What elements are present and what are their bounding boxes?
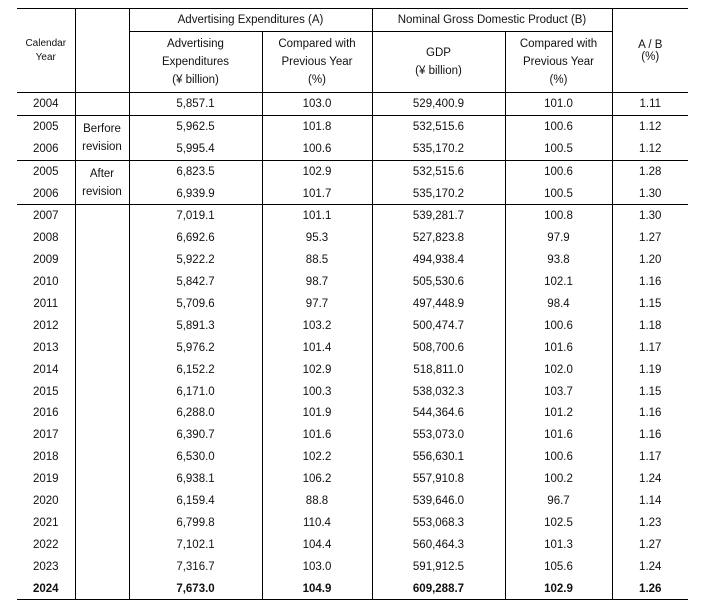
ratio-cell: 1.14 — [612, 490, 688, 512]
gdp-compare-cell: 101.3 — [505, 534, 612, 556]
year-cell: 2023 — [32, 560, 59, 573]
ad-compare-cell: 88.8 — [262, 490, 372, 512]
ad-compare-cell: 103.2 — [262, 315, 372, 337]
ad-expenditure-header-line2: Expenditures — [161, 56, 230, 68]
revision-note-after-line1: After — [89, 167, 115, 180]
gdp-cell: 505,530.6 — [372, 271, 505, 293]
ad-compare-cell: 88.5 — [262, 249, 372, 271]
ad-compare-header-line1: Compared with — [278, 38, 356, 50]
revision-note-after-line2: revision — [82, 185, 122, 198]
ad-expenditure-cell: 5,962.5 — [129, 115, 262, 137]
ad-expenditure-cell: 6,799.8 — [129, 512, 262, 534]
year-cell: 2013 — [32, 341, 59, 354]
gdp-cell: 532,515.6 — [372, 160, 505, 182]
gdp-cell: 532,515.6 — [372, 115, 505, 137]
ratio-cell: 1.20 — [612, 249, 688, 271]
ad-compare-cell: 102.2 — [262, 446, 372, 468]
gdp-header — [372, 32, 505, 93]
ad-expenditure-header-line3: (¥ billion) — [172, 74, 219, 86]
year-cell: 2008 — [32, 232, 59, 245]
table-row — [17, 93, 688, 116]
ad-expenditure-cell: 6,823.5 — [129, 160, 262, 182]
gdp-compare-cell: 100.6 — [505, 115, 612, 137]
ad-expenditure-cell: 6,288.0 — [129, 402, 262, 424]
gdp-cell: 497,448.9 — [372, 293, 505, 315]
year-cell: 2022 — [32, 538, 59, 551]
year-cell: 2014 — [32, 363, 59, 376]
year-cell: 2015 — [32, 385, 59, 398]
gdp-compare-header-line3: (%) — [549, 74, 568, 86]
ratio-cell: 1.16 — [612, 402, 688, 424]
ad-compare-cell: 102.9 — [262, 160, 372, 182]
revision-note-after — [75, 160, 129, 205]
gdp-compare-cell: 100.6 — [505, 446, 612, 468]
ad-compare-cell: 101.1 — [262, 205, 372, 227]
calendar-year-header-line1: Calendar — [25, 37, 67, 49]
gdp-header-line1: GDP — [426, 47, 451, 59]
gdp-cell: 553,068.3 — [372, 512, 505, 534]
ratio-cell: 1.30 — [612, 205, 688, 227]
gdp-cell: 553,073.0 — [372, 424, 505, 446]
ad-expenditure-cell: 6,159.4 — [129, 490, 262, 512]
ad-expenditure-cell: 6,171.0 — [129, 381, 262, 403]
ad-expenditure-cell: 5,857.1 — [129, 93, 262, 116]
table-row — [17, 115, 688, 137]
year-cell: 2018 — [32, 451, 59, 464]
gdp-cell: 556,630.1 — [372, 446, 505, 468]
ad-expenditure-cell: 5,922.2 — [129, 249, 262, 271]
ratio-cell: 1.30 — [612, 183, 688, 205]
gdp-compare-cell: 100.6 — [505, 160, 612, 182]
gdp-compare-cell: 100.5 — [505, 183, 612, 205]
gdp-compare-cell: 98.4 — [505, 293, 612, 315]
table-wrapper — [17, 8, 688, 600]
ad-compare-header-line3: (%) — [308, 74, 326, 86]
gdp-cell: 539,646.0 — [372, 490, 505, 512]
gdp-group-header: Nominal Gross Domestic Product (B) — [372, 9, 612, 32]
year-cell: 2020 — [32, 494, 59, 507]
year-cell: 2024 — [17, 578, 75, 600]
gdp-compare-cell: 96.7 — [505, 490, 612, 512]
gdp-cell: 508,700.6 — [372, 337, 505, 359]
year-cell: 2019 — [32, 473, 59, 486]
gdp-compare-cell: 102.1 — [505, 271, 612, 293]
ratio-cell: 1.17 — [612, 337, 688, 359]
gdp-cell: 529,400.9 — [372, 93, 505, 116]
gdp-cell: 494,938.4 — [372, 249, 505, 271]
ad-compare-cell: 106.2 — [262, 468, 372, 490]
calendar-year-header — [17, 9, 75, 93]
ratio-cell: 1.19 — [612, 359, 688, 381]
year-cell: 2011 — [33, 297, 59, 310]
gdp-compare-cell: 102.0 — [505, 359, 612, 381]
gdp-compare-cell: 100.8 — [505, 205, 612, 227]
gdp-cell: 609,288.7 — [372, 578, 505, 600]
ratio-cell: 1.11 — [612, 93, 688, 116]
ad-compare-cell: 101.4 — [262, 337, 372, 359]
gdp-cell: 538,032.3 — [372, 381, 505, 403]
ad-expenditure-cell: 7,019.1 — [129, 205, 262, 227]
ad-expenditure-cell: 5,842.7 — [129, 271, 262, 293]
year-cell: 2012 — [32, 319, 59, 332]
gdp-compare-cell: 103.7 — [505, 381, 612, 403]
gdp-compare-header-line2: Previous Year — [523, 56, 594, 68]
gdp-cell: 527,823.8 — [372, 227, 505, 249]
ad-expenditure-cell: 6,390.7 — [129, 424, 262, 446]
gdp-compare-cell: 101.6 — [505, 337, 612, 359]
ad-compare-header-line2: Previous Year — [281, 56, 353, 68]
ad-expenditure-cell: 6,530.0 — [129, 446, 262, 468]
year-cell: 2005 — [17, 115, 75, 137]
table-row — [17, 160, 688, 182]
table-row — [17, 205, 688, 227]
ad-compare-cell: 104.9 — [262, 578, 372, 600]
ad-expenditure-cell: 7,673.0 — [129, 578, 262, 600]
ad-compare-cell: 103.0 — [262, 556, 372, 578]
gdp-cell: 560,464.3 — [372, 534, 505, 556]
ad-compare-cell: 102.9 — [262, 359, 372, 381]
gdp-cell: 500,474.7 — [372, 315, 505, 337]
gdp-cell: 591,912.5 — [372, 556, 505, 578]
advertising-group-header: Advertising Expenditures (A) — [129, 9, 372, 32]
ratio-header — [612, 9, 688, 93]
ad-expenditure-cell: 5,976.2 — [129, 337, 262, 359]
gdp-compare-cell: 101.2 — [505, 402, 612, 424]
ratio-cell: 1.15 — [612, 381, 688, 403]
gdp-compare-cell: 102.9 — [505, 578, 612, 600]
ad-expenditure-cell: 6,938.1 — [129, 468, 262, 490]
revision-header — [75, 9, 129, 93]
gdp-compare-cell: 101.0 — [505, 93, 612, 116]
calendar-year-header-line2: Year — [35, 51, 56, 63]
gdp-cell: 539,281.7 — [372, 205, 505, 227]
year-cell: 2010 — [32, 276, 59, 289]
ratio-cell: 1.24 — [612, 556, 688, 578]
gdp-compare-cell: 97.9 — [505, 227, 612, 249]
ratio-cell: 1.27 — [612, 227, 688, 249]
gdp-compare-cell: 100.5 — [505, 138, 612, 160]
gdp-cell: 557,910.8 — [372, 468, 505, 490]
ad-expenditure-cell: 6,692.6 — [129, 227, 262, 249]
ratio-header-line2: (%) — [641, 50, 660, 63]
gdp-compare-cell: 93.8 — [505, 249, 612, 271]
ad-expenditure-cell: 5,709.6 — [129, 293, 262, 315]
revision-note-before-line2: revision — [82, 140, 122, 153]
ad-compare-cell: 101.7 — [262, 183, 372, 205]
year-cell: 2016 — [32, 407, 59, 420]
advertising-gdp-table — [17, 8, 688, 600]
revision-note-before — [75, 115, 129, 160]
year-cell: 2006 — [32, 187, 59, 200]
ratio-cell: 1.12 — [612, 138, 688, 160]
ad-compare-cell: 110.4 — [262, 512, 372, 534]
ad-compare-cell: 101.8 — [262, 115, 372, 137]
ratio-cell: 1.26 — [612, 578, 688, 600]
ad-compare-cell: 101.6 — [262, 424, 372, 446]
ad-compare-cell: 104.4 — [262, 534, 372, 556]
ratio-cell: 1.15 — [612, 293, 688, 315]
year-cell: 2005 — [17, 160, 75, 182]
gdp-cell: 535,170.2 — [372, 138, 505, 160]
gdp-compare-cell: 102.5 — [505, 512, 612, 534]
ad-expenditure-header — [129, 32, 262, 93]
year-cell: 2009 — [32, 254, 59, 267]
revision-note-before-line1: Berfore — [83, 122, 121, 135]
ad-expenditure-cell: 7,102.1 — [129, 534, 262, 556]
ad-compare-cell: 97.7 — [262, 293, 372, 315]
gdp-compare-header-line1: Compared with — [519, 38, 598, 50]
gdp-cell: 535,170.2 — [372, 183, 505, 205]
gdp-compare-header — [505, 32, 612, 93]
gdp-cell: 518,811.0 — [372, 359, 505, 381]
gdp-compare-cell: 100.6 — [505, 315, 612, 337]
ad-compare-cell: 103.0 — [262, 93, 372, 116]
gdp-header-line2: (¥ billion) — [415, 65, 462, 77]
year-cell: 2006 — [32, 142, 59, 155]
ratio-cell: 1.17 — [612, 446, 688, 468]
ad-expenditure-cell: 5,995.4 — [129, 138, 262, 160]
ad-compare-cell: 101.9 — [262, 402, 372, 424]
revision-cell — [75, 93, 129, 116]
ad-compare-cell: 100.6 — [262, 138, 372, 160]
year-cell: 2004 — [32, 97, 59, 110]
ad-compare-cell: 95.3 — [262, 227, 372, 249]
ratio-cell: 1.28 — [612, 160, 688, 182]
revision-cell — [75, 205, 129, 600]
ratio-header-line1: A / B — [638, 38, 663, 51]
ratio-cell: 1.23 — [612, 512, 688, 534]
ratio-cell: 1.12 — [612, 115, 688, 137]
ad-expenditure-header-line1: Advertising — [167, 38, 224, 50]
gdp-cell: 544,364.6 — [372, 402, 505, 424]
ratio-cell: 1.18 — [612, 315, 688, 337]
ratio-cell: 1.16 — [612, 424, 688, 446]
ad-expenditure-cell: 6,939.9 — [129, 183, 262, 205]
ad-expenditure-cell: 5,891.3 — [129, 315, 262, 337]
ad-expenditure-cell: 7,316.7 — [129, 556, 262, 578]
ad-compare-header — [262, 32, 372, 93]
gdp-compare-cell: 100.2 — [505, 468, 612, 490]
year-cell: 2007 — [17, 205, 75, 227]
gdp-compare-cell: 105.6 — [505, 556, 612, 578]
ad-compare-cell: 98.7 — [262, 271, 372, 293]
ratio-cell: 1.16 — [612, 271, 688, 293]
ratio-cell: 1.27 — [612, 534, 688, 556]
year-cell: 2017 — [32, 429, 59, 442]
ratio-cell: 1.24 — [612, 468, 688, 490]
ad-expenditure-cell: 6,152.2 — [129, 359, 262, 381]
ad-compare-cell: 100.3 — [262, 381, 372, 403]
year-cell: 2021 — [32, 516, 59, 529]
gdp-compare-cell: 101.6 — [505, 424, 612, 446]
